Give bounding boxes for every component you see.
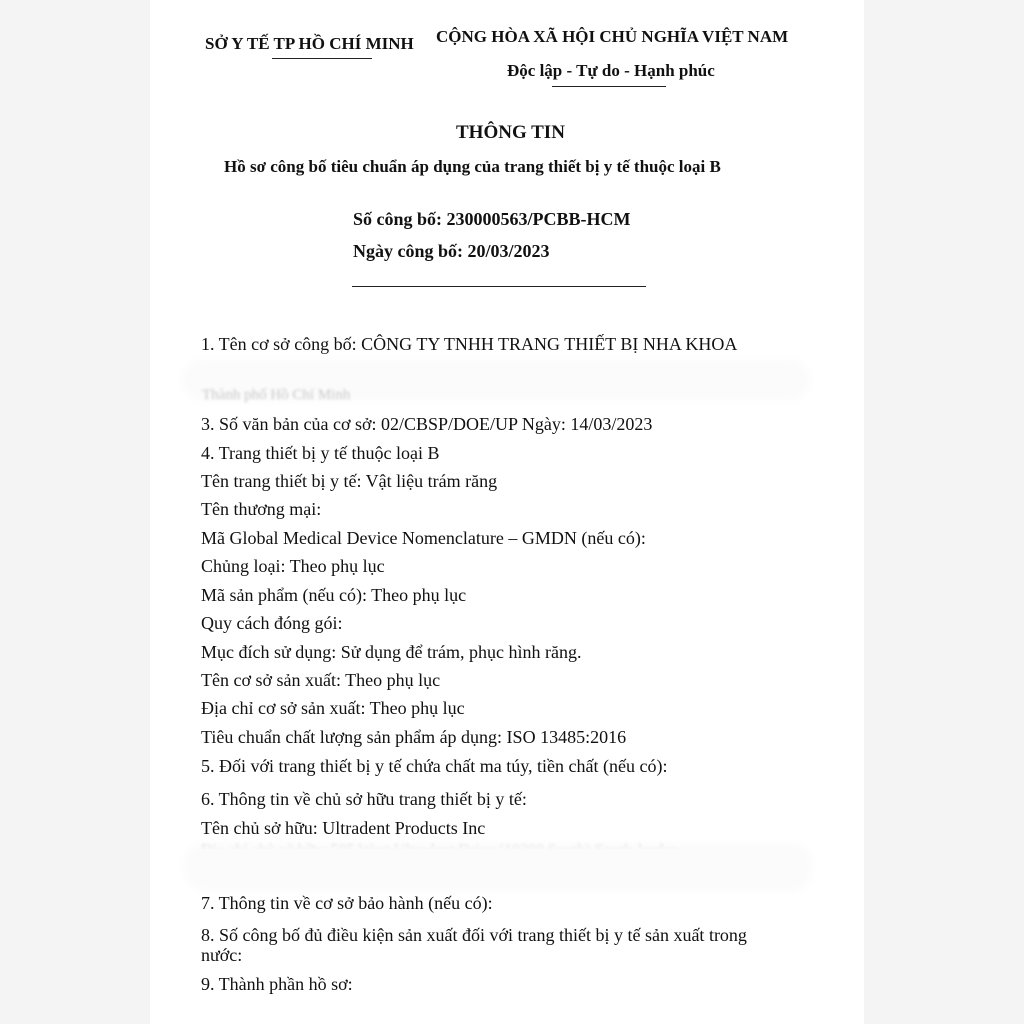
manufacturer-address: Địa chỉ cơ sở sản xuất: Theo phụ lục (201, 698, 465, 718)
gmdn-code: Mã Global Medical Device Nomenclature – GMDN (nếu có): (201, 528, 646, 548)
national-motto: Độc lập - Tự do - Hạnh phúc (507, 61, 715, 80)
item-9-dossier: 9. Thành phần hồ sơ: (201, 974, 353, 994)
document-title: THÔNG TIN (456, 122, 565, 143)
manufacturer-name: Tên cơ sở sản xuất: Theo phụ lục (201, 670, 441, 690)
device-category: Chủng loại: Theo phụ lục (201, 556, 385, 576)
document-page (150, 0, 864, 1024)
item-1-publisher: 1. Tên cơ sở công bố: CÔNG TY TNHH TRANG THIẾT BỊ NHA KHOA (201, 334, 738, 354)
announcement-number: Số công bố: 230000563/PCBB-HCM (353, 209, 631, 229)
owner-name: Tên chủ sở hữu: Ultradent Products Inc (201, 818, 486, 838)
quality-standard: Tiêu chuẩn chất lượng sản phẩm áp dụng: ISO 13485:2016 (201, 727, 627, 747)
document-subtitle: Hồ sơ công bố tiêu chuẩn áp dụng của trang thiết bị y tế thuộc loại B (224, 157, 721, 176)
item-8-production-line2: nước: (201, 945, 243, 965)
agency-name: SỞ Y TẾ TP HỒ CHÍ MINH (205, 34, 414, 53)
agency-underline (272, 58, 372, 59)
item-7-warranty: 7. Thông tin về cơ sở bảo hành (nếu có): (201, 893, 493, 913)
announcement-date: Ngày công bố: 20/03/2023 (353, 241, 550, 261)
item-8-production-line1: 8. Số công bố đủ điều kiện sản xuất đối với trang thiết bị y tế sản xuất trong (201, 925, 747, 945)
motto-underline (552, 86, 666, 87)
item-5-narcotics: 5. Đối với trang thiết bị y tế chứa chất ma túy, tiền chất (nếu có): (201, 756, 668, 776)
nation-name: CỘNG HÒA XÃ HỘI CHỦ NGHĨA VIỆT NAM (436, 27, 789, 46)
redaction-blur-2 (190, 849, 806, 885)
partial-address-line: Thành phố Hồ Chí Minh (202, 387, 351, 403)
title-divider (352, 286, 646, 287)
item-6-owner-info: 6. Thông tin về chủ sở hữu trang thiết bị y tế: (201, 789, 527, 809)
trade-name: Tên thương mại: (201, 499, 322, 519)
device-name: Tên trang thiết bị y tế: Vật liệu trám răng (201, 471, 498, 491)
item-4-device-class: 4. Trang thiết bị y tế thuộc loại B (201, 443, 440, 463)
product-code: Mã sản phẩm (nếu có): Theo phụ lục (201, 585, 467, 605)
packaging-spec: Quy cách đóng gói: (201, 613, 343, 633)
item-3-document-number: 3. Số văn bản của cơ sở: 02/CBSP/DOE/UP Ngày: 14/03/2023 (201, 414, 653, 434)
intended-purpose: Mục đích sử dụng: Sử dụng để trám, phục hình răng. (201, 642, 582, 662)
